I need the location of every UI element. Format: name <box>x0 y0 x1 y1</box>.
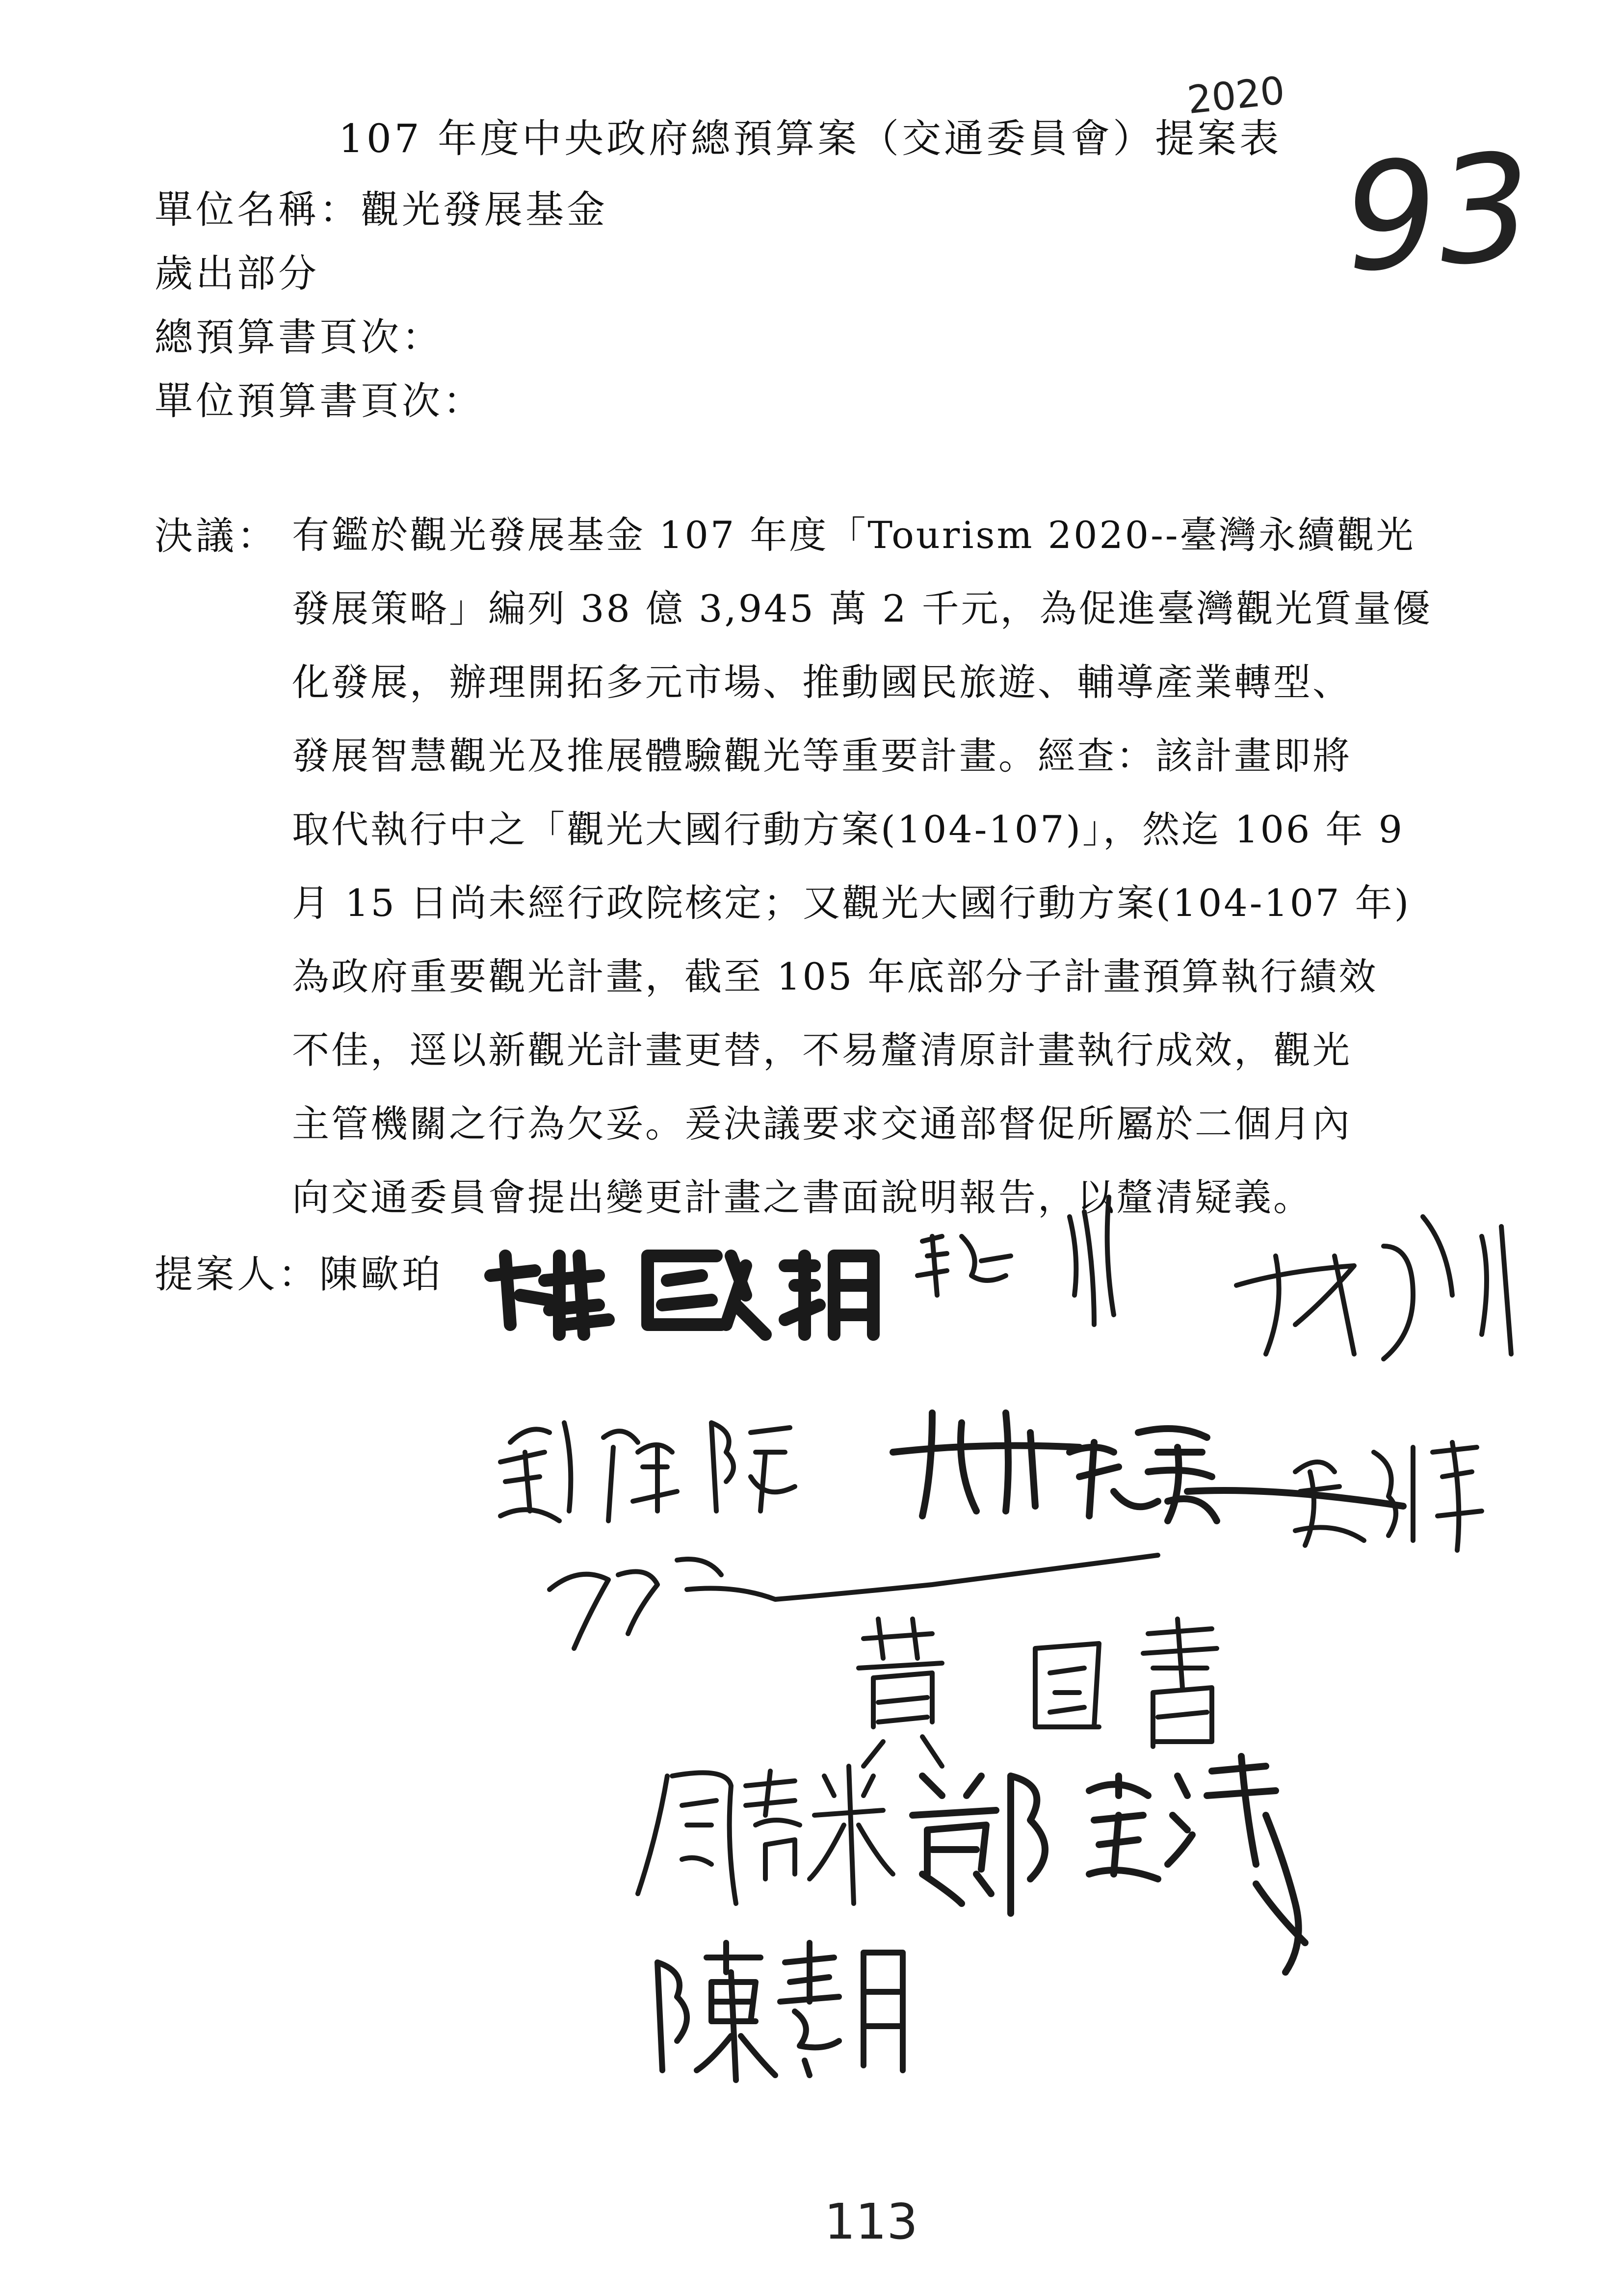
resolution-label: 決議： <box>155 514 279 558</box>
signature-cheng-pao-ching <box>913 1756 1305 1972</box>
document-title: 107 年度中央政府總預算案（交通委員會）提案表 <box>339 116 1282 161</box>
unit-name: 單位名稱：觀光發展基金 <box>155 188 608 232</box>
resolution-line: 主管機關之行為欠妥。爰決議要求交通部督促所屬於二個月內 <box>292 1102 1352 1146</box>
signature-chou-chun-mi <box>638 1766 893 1904</box>
signature-chen-ou-po <box>491 1256 873 1334</box>
resolution-line: 化發展，辦理開拓多元市場、推動國民旅遊、輔導產業轉型、 <box>292 660 1352 704</box>
signature-huang-kuo-shu <box>859 1619 1217 1766</box>
handwritten-year-note: 2020 <box>1185 68 1287 123</box>
handwritten-proposal-number: 93 <box>1338 121 1538 305</box>
signature-chen-su-yueh <box>657 1943 903 2080</box>
resolution-line: 發展智慧觀光及推展體驗觀光等重要計畫。經查：該計畫即將 <box>292 734 1352 778</box>
resolution-line: 月 15 日尚未經行政院核定；又觀光大國行動方案(104-107 年) <box>292 881 1411 925</box>
resolution-line: 發展策略」編列 38 億 3,945 萬 2 千元，為促進臺灣觀光質量優 <box>292 587 1432 630</box>
section-label: 歲出部分 <box>155 252 320 296</box>
resolution-line: 取代執行中之「觀光大國行動方案(104-107)」，然迄 106 年 9 <box>292 808 1404 851</box>
general-budget-page: 總預算書頁次： <box>155 315 444 360</box>
page-number: 113 <box>824 2193 918 2250</box>
resolution-line: 為政府重要觀光計畫，截至 105 年底部分子計畫預算執行績效 <box>292 955 1378 998</box>
resolution-line: 向交通委員會提出變更計畫之書面說明報告，以釐清疑義。 <box>292 1175 1312 1219</box>
signature-flourish <box>550 1555 1158 1648</box>
proposer: 提案人：陳歐珀 <box>155 1252 444 1297</box>
signature-chung-chia-pin <box>500 1423 795 1521</box>
unit-budget-page: 單位預算書頁次： <box>155 379 485 423</box>
resolution-line: 有鑑於觀光發展基金 107 年度「Tourism 2020--臺灣永續觀光 <box>292 513 1415 557</box>
signature-hsu-chih-chieh <box>917 1197 1511 1359</box>
resolution-line: 不佳，逕以新觀光計畫更替，不易釐清原計畫執行成效，觀光 <box>292 1028 1352 1072</box>
